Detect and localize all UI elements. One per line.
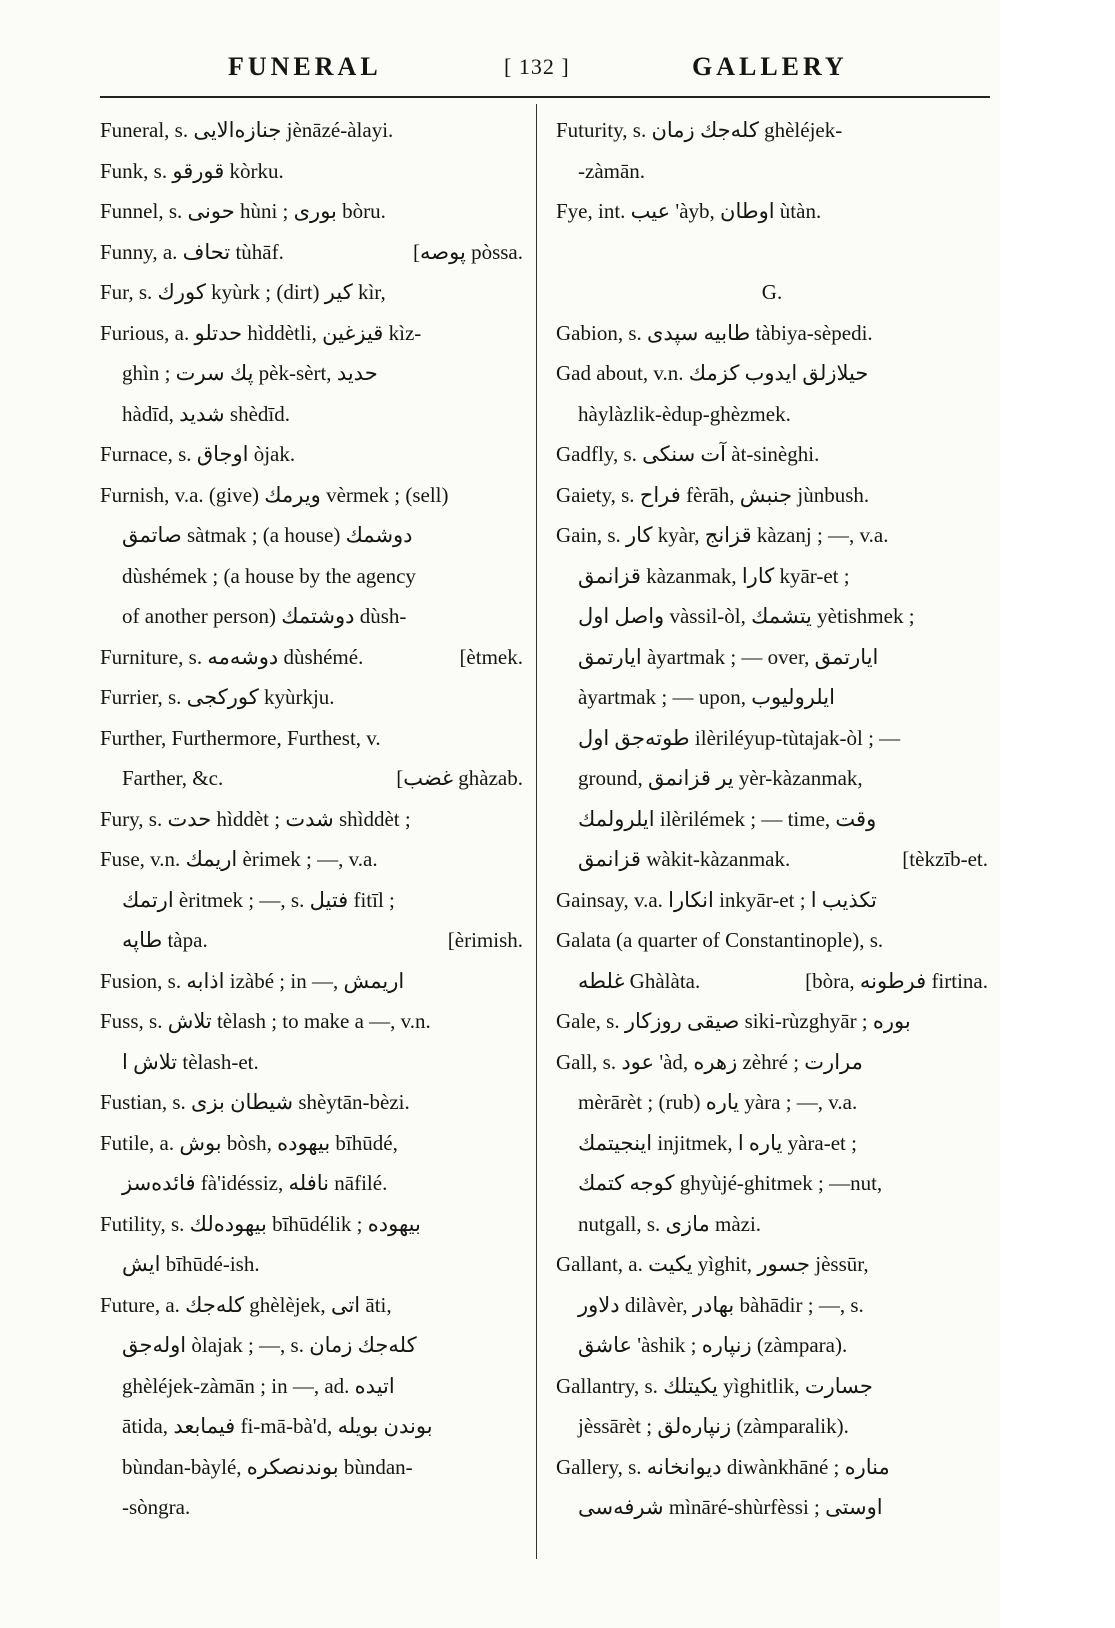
entry-line	[556, 596, 988, 637]
page-header	[100, 52, 980, 82]
entry-line	[556, 1123, 988, 1164]
entry-text: of another person) دوشتمك dùsh-	[122, 604, 407, 628]
left-column	[100, 110, 523, 1528]
entry-line	[556, 1285, 988, 1326]
entry-text: Farther, &c.	[122, 766, 224, 790]
right-column	[556, 110, 988, 1528]
entry-line	[100, 434, 523, 475]
entry-text: فائده‌سز fà'idéssiz, نافله nāfilé.	[122, 1171, 388, 1195]
entry-text: Gabion, s. طابیه سپدی tàbiya-sèpedi.	[556, 320, 873, 345]
left-headword: FUNERAL	[228, 52, 382, 81]
entry-text: Galata (a quarter of Constantinople), s.	[556, 928, 884, 952]
entry-text: Furnace, s. اوجاق òjak.	[100, 442, 296, 466]
entry-text: اینجیتمك injitmek, یاره ا yàra-et ;	[578, 1130, 857, 1155]
right-headword: GALLERY	[692, 52, 848, 81]
entry-text: nutgall, s. مازی màzi.	[578, 1211, 762, 1236]
entry-text: کوجه کتمك ghyùjé-ghitmek ; —nut,	[578, 1171, 883, 1195]
entry-text: غلطه Ghàlàta.	[578, 968, 701, 993]
column-divider	[536, 104, 537, 1559]
entry-continuation: [ètmek.	[459, 644, 523, 669]
entry-line	[556, 272, 988, 313]
entry-line	[100, 1042, 523, 1083]
entry-text: Futility, s. بیهوده‌لك bīhūdélik ; بیهوده	[100, 1211, 421, 1236]
entry-text: dùshémek ; (a house by the agency	[122, 563, 416, 588]
entry-line	[100, 353, 523, 394]
entry-text: Gallant, a. یکیت yìghit, جسور jèssūr,	[556, 1252, 869, 1276]
entry-line	[556, 394, 988, 435]
entry-text: Fury, s. حدت hìddèt ; شدت shìddèt ;	[100, 806, 411, 831]
header-rule	[100, 96, 990, 98]
entry-line	[100, 596, 523, 637]
entry-text: àyartmak ; — upon, ایلرولیوب	[578, 685, 835, 709]
entry-continuation: [èrimish.	[447, 928, 523, 952]
entry-line	[556, 1163, 988, 1204]
entry-text: Furious, a. حدتلو hìddètli, قیزغین kìz-	[100, 320, 422, 345]
entry-text: Funk, s. قورقو kòrku.	[100, 158, 284, 183]
entry-text: Gale, s. صیقی روزکار siki-rùzghyār ; بوره	[556, 1009, 911, 1033]
entry-text: اوله‌جق òlajak ; —, s. کله‌جك زمان	[122, 1333, 417, 1357]
entry-line	[100, 272, 523, 313]
entry-line	[100, 1285, 523, 1326]
entry-line	[556, 191, 988, 232]
entry-line	[100, 880, 523, 921]
entry-line	[100, 191, 523, 232]
entry-text: ایارتمق àyartmak ; — over, ایارتمق	[578, 644, 879, 669]
entry-text: شرفه‌سی mìnāré-shùrfèssi ; اوستی	[578, 1495, 883, 1519]
entry-line	[556, 515, 988, 556]
entry-line	[556, 961, 988, 1002]
entry-text: Furniture, s. دوشه‌مه dùshémé.	[100, 644, 364, 669]
entry-line	[556, 1082, 988, 1123]
entry-line	[100, 758, 523, 799]
entry-text: hàylàzlik-èdup-ghèzmek.	[578, 401, 791, 426]
entry-line	[556, 1204, 988, 1245]
entry-line	[556, 799, 988, 840]
entry-line	[556, 758, 988, 799]
entry-line	[556, 677, 988, 718]
entry-text: Furrier, s. کورکجی kyùrkju.	[100, 685, 335, 709]
entry-line	[100, 1447, 523, 1488]
entry-continuation: [tèkzīb-et.	[902, 847, 988, 871]
entry-text: قزانمق kàzanmak, کارا kyār-et ;	[578, 563, 850, 588]
entry-text: -sòngra.	[122, 1495, 191, 1519]
entry-text: واصل اول vàssil-òl, یتشمك yètishmek ;	[578, 604, 915, 628]
entry-text: Gallantry, s. یکیتلك yìghitlik, جسارت	[556, 1373, 873, 1398]
entry-line	[556, 1244, 988, 1285]
entry-line	[556, 556, 988, 597]
entry-continuation: [bòra, فرطونه firtina.	[805, 968, 988, 993]
entry-text: Funny, a. تحاف tùhāf.	[100, 239, 284, 264]
entry-line	[100, 232, 523, 273]
entry-line	[100, 1244, 523, 1285]
entry-continuation: [پوصه pòssa.	[413, 239, 523, 264]
entry-text: Fur, s. کورك kyùrk ; (dirt) کیر kìr,	[100, 280, 386, 304]
entry-text: Fuse, v.n. اریمك èrimek ; —, v.a.	[100, 847, 378, 871]
entry-line	[100, 839, 523, 880]
entry-text: تلاش ا tèlash-et.	[122, 1049, 259, 1074]
entry-line	[556, 232, 988, 273]
entry-line	[100, 1123, 523, 1164]
entry-text: ghèléjek-zàmān ; in —, ad. اتیده	[122, 1373, 395, 1398]
entry-text: ghìn ; پك سرت pèk-sèrt, حدید	[122, 361, 378, 385]
entry-line	[100, 110, 523, 151]
entry-text: ارتمك èritmek ; —, s. فتیل fitīl ;	[122, 887, 395, 912]
entry-line	[556, 353, 988, 394]
entry-text: صاتمق sàtmak ; (a house) دوشمك	[122, 523, 413, 547]
entry-line	[100, 394, 523, 435]
entry-line	[556, 637, 988, 678]
entry-text: ground, یر قزانمق yèr-kàzanmak,	[578, 766, 863, 790]
page-number: [ 132 ]	[504, 54, 570, 79]
entry-text: mèrārèt ; (rub) یاره yàra ; —, v.a.	[578, 1090, 858, 1114]
entry-line	[556, 434, 988, 475]
entry-text: Further, Furthermore, Furthest, v.	[100, 725, 381, 750]
entry-line	[100, 799, 523, 840]
entry-text: دلاور dilàvèr, بهادر bàhādir ; —, s.	[578, 1292, 864, 1317]
entry-text: bùndan-bàylé, بوندنصکره bùndan-	[122, 1454, 413, 1479]
entry-line	[100, 1082, 523, 1123]
entry-text: Gain, s. کار kyàr, قزانج kàzanj ; —, v.a.	[556, 523, 889, 547]
entry-line	[100, 718, 523, 759]
entry-text: Fusion, s. اذابه izàbé ; in —, اریمش	[100, 968, 405, 993]
entry-line	[556, 1001, 988, 1042]
entry-text: طاپه tàpa.	[122, 928, 208, 952]
entry-line	[100, 1001, 523, 1042]
entry-continuation: [غضب ghàzab.	[396, 766, 523, 790]
entry-text: Futurity, s. کله‌جك زمان ghèléjek-	[556, 118, 843, 142]
entry-text: Furnish, v.a. (give) ویرمك vèrmek ; (sell)	[100, 482, 449, 507]
entry-line	[100, 1163, 523, 1204]
entry-text: طوته‌جق اول ilèriléyup-tùtajak-òl ; —	[578, 725, 901, 750]
entry-line	[100, 313, 523, 354]
entry-text: عاشق 'àshik ; زنپاره (zàmpara).	[578, 1333, 848, 1357]
entry-text: Future, a. کله‌جك ghèlèjek, اتی āti,	[100, 1292, 392, 1317]
entry-line	[100, 1366, 523, 1407]
entry-text: jèssārèt ; زنپاره‌لق (zàmparalik).	[578, 1414, 849, 1438]
entry-text: ایش bīhūdé-ish.	[122, 1252, 260, 1276]
entry-text: Fustian, s. شیطان بزی shèytān-bèzi.	[100, 1090, 410, 1114]
entry-text: Funeral, s. جنازه‌الایی jènāzé-àlayi.	[100, 118, 394, 142]
entry-text: Gall, s. عود 'àd, زهره zèhré ; مرارت	[556, 1049, 863, 1074]
entry-text: hàdīd, شدید shèdīd.	[122, 401, 290, 426]
entry-text: -zàmān.	[578, 158, 646, 183]
entry-line	[100, 1487, 523, 1528]
entry-line	[100, 475, 523, 516]
entry-line	[100, 556, 523, 597]
entry-text: ātida, فیمابعد fi-mā-bà'd, بوندن بویله	[122, 1414, 433, 1438]
entry-line	[100, 1325, 523, 1366]
entry-line	[556, 1325, 988, 1366]
entry-text: Gad about, v.n. حیلازلق ایدوب کزمك	[556, 361, 869, 385]
entry-line	[556, 1487, 988, 1528]
entry-text: Futile, a. بوش bòsh, بیهوده bīhūdé,	[100, 1130, 398, 1155]
entry-line	[556, 1366, 988, 1407]
entry-line	[100, 1406, 523, 1447]
entry-line	[100, 920, 523, 961]
entry-line	[556, 475, 988, 516]
entry-text: Fuss, s. تلاش tèlash ; to make a —, v.n.	[100, 1009, 431, 1033]
entry-line	[100, 961, 523, 1002]
entry-text: Gadfly, s. آت سنکی àt-sinèghi.	[556, 442, 820, 466]
entry-line	[556, 1042, 988, 1083]
entry-text: Fye, int. عیب 'àyb, اوطان ùtàn.	[556, 199, 822, 223]
entry-line	[100, 637, 523, 678]
entry-line	[556, 839, 988, 880]
entry-text: قزانمق wàkit-kàzanmak.	[578, 847, 791, 871]
entry-line	[556, 110, 988, 151]
entry-line	[100, 677, 523, 718]
entry-line	[556, 313, 988, 354]
entry-line	[556, 880, 988, 921]
entry-line	[100, 151, 523, 192]
entry-text: Gainsay, v.a. انکارا inkyār-et ; تکذیب ا	[556, 887, 877, 912]
entry-text: Gaiety, s. فراح fèrāh, جنبش jùnbush.	[556, 482, 870, 507]
entry-line	[556, 1406, 988, 1447]
entry-text: ایلرولمك ilèrilémek ; — time, وقت	[578, 806, 877, 831]
entry-line	[556, 151, 988, 192]
entry-line	[100, 1204, 523, 1245]
entry-line	[556, 718, 988, 759]
entry-text: Gallery, s. دیوانخانه diwànkhāné ; مناره	[556, 1454, 890, 1479]
entry-line	[100, 515, 523, 556]
entry-line	[556, 1447, 988, 1488]
entry-line	[556, 920, 988, 961]
entry-text: Funnel, s. حونی hùni ; بوری bòru.	[100, 199, 386, 223]
entry-text: G.	[761, 280, 783, 304]
